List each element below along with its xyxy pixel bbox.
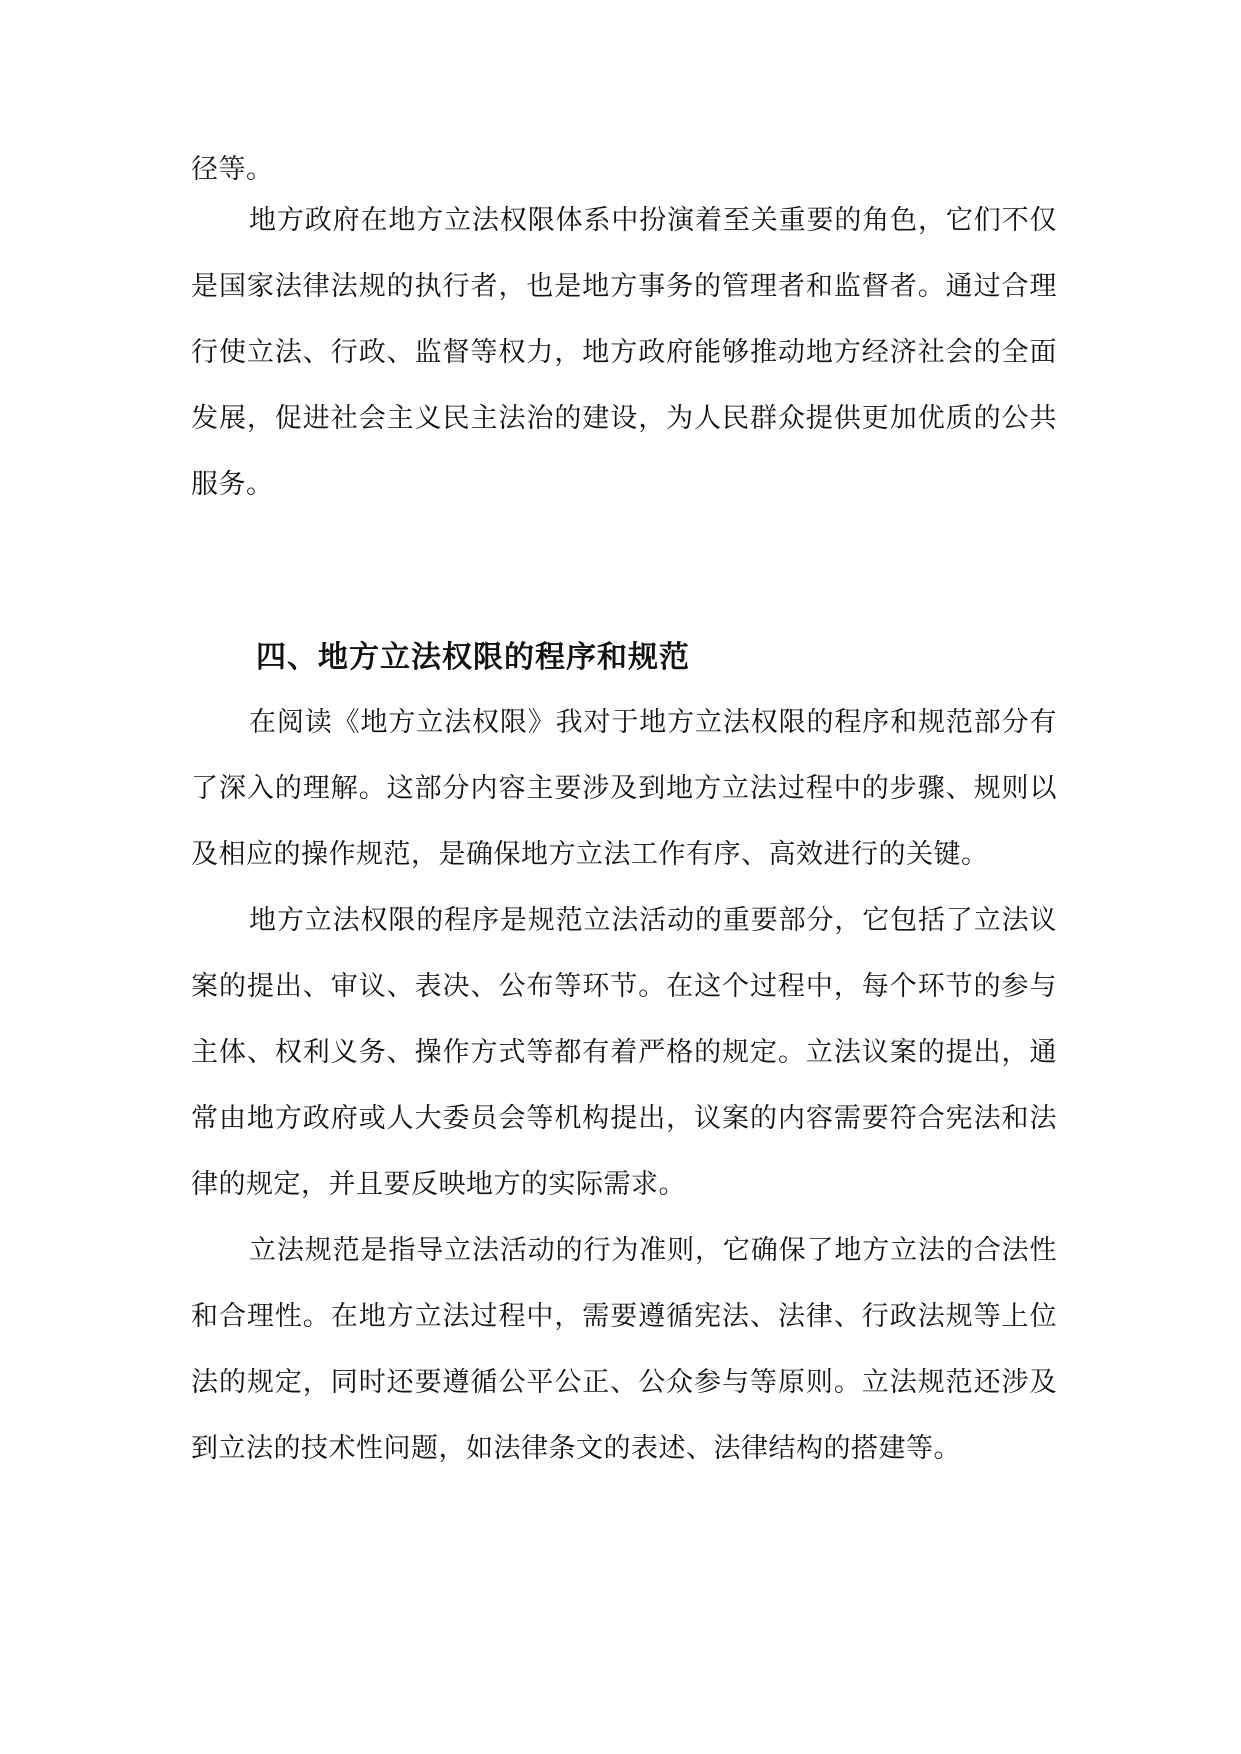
paragraph-continuation: 径等。 bbox=[191, 154, 274, 185]
paragraph-local-government-role: 地方政府在地方立法权限体系中扮演着至关重要的角色，它们不仅是国家法律法规的执行者，也是地方事务的管理者和监督者。通过合理行使立法、行政、监督等权力，地方政府能够推动地方经济社会的全面发展，促进社会主义民主法治的建设，为人民群众提供更加优质的公共服务。 bbox=[191, 205, 1057, 500]
section-heading-four: 四、地方立法权限的程序和规范 bbox=[256, 640, 690, 675]
paragraph-legislative-procedure: 地方立法权限的程序是规范立法活动的重要部分，它包括了立法议案的提出、审议、表决、公布等环节。在这个过程中，每个环节的参与主体、权利义务、操作方式等都有着严格的规定。立法议案的提出，通常由地方政府或人大委员会等机构提出，议案的内容需要符合宪法和法律的规定，并且要反映地方的实际需求。 bbox=[191, 905, 1057, 1200]
paragraph-legislative-norms: 立法规范是指导立法活动的行为准则，它确保了地方立法的合法性和合理性。在地方立法过程中，需要遵循宪法、法律、行政法规等上位法的规定，同时还要遵循公平公正、公众参与等原则。立法规范还涉及到立法的技术性问题，如法律条文的表述、法律结构的搭建等。 bbox=[191, 1235, 1057, 1464]
paragraph-reading-notes: 在阅读《地方立法权限》我对于地方立法权限的程序和规范部分有了深入的理解。这部分内容主要涉及到地方立法过程中的步骤、规则以及相应的操作规范，是确保地方立法工作有序、高效进行的关键。 bbox=[191, 707, 1057, 870]
